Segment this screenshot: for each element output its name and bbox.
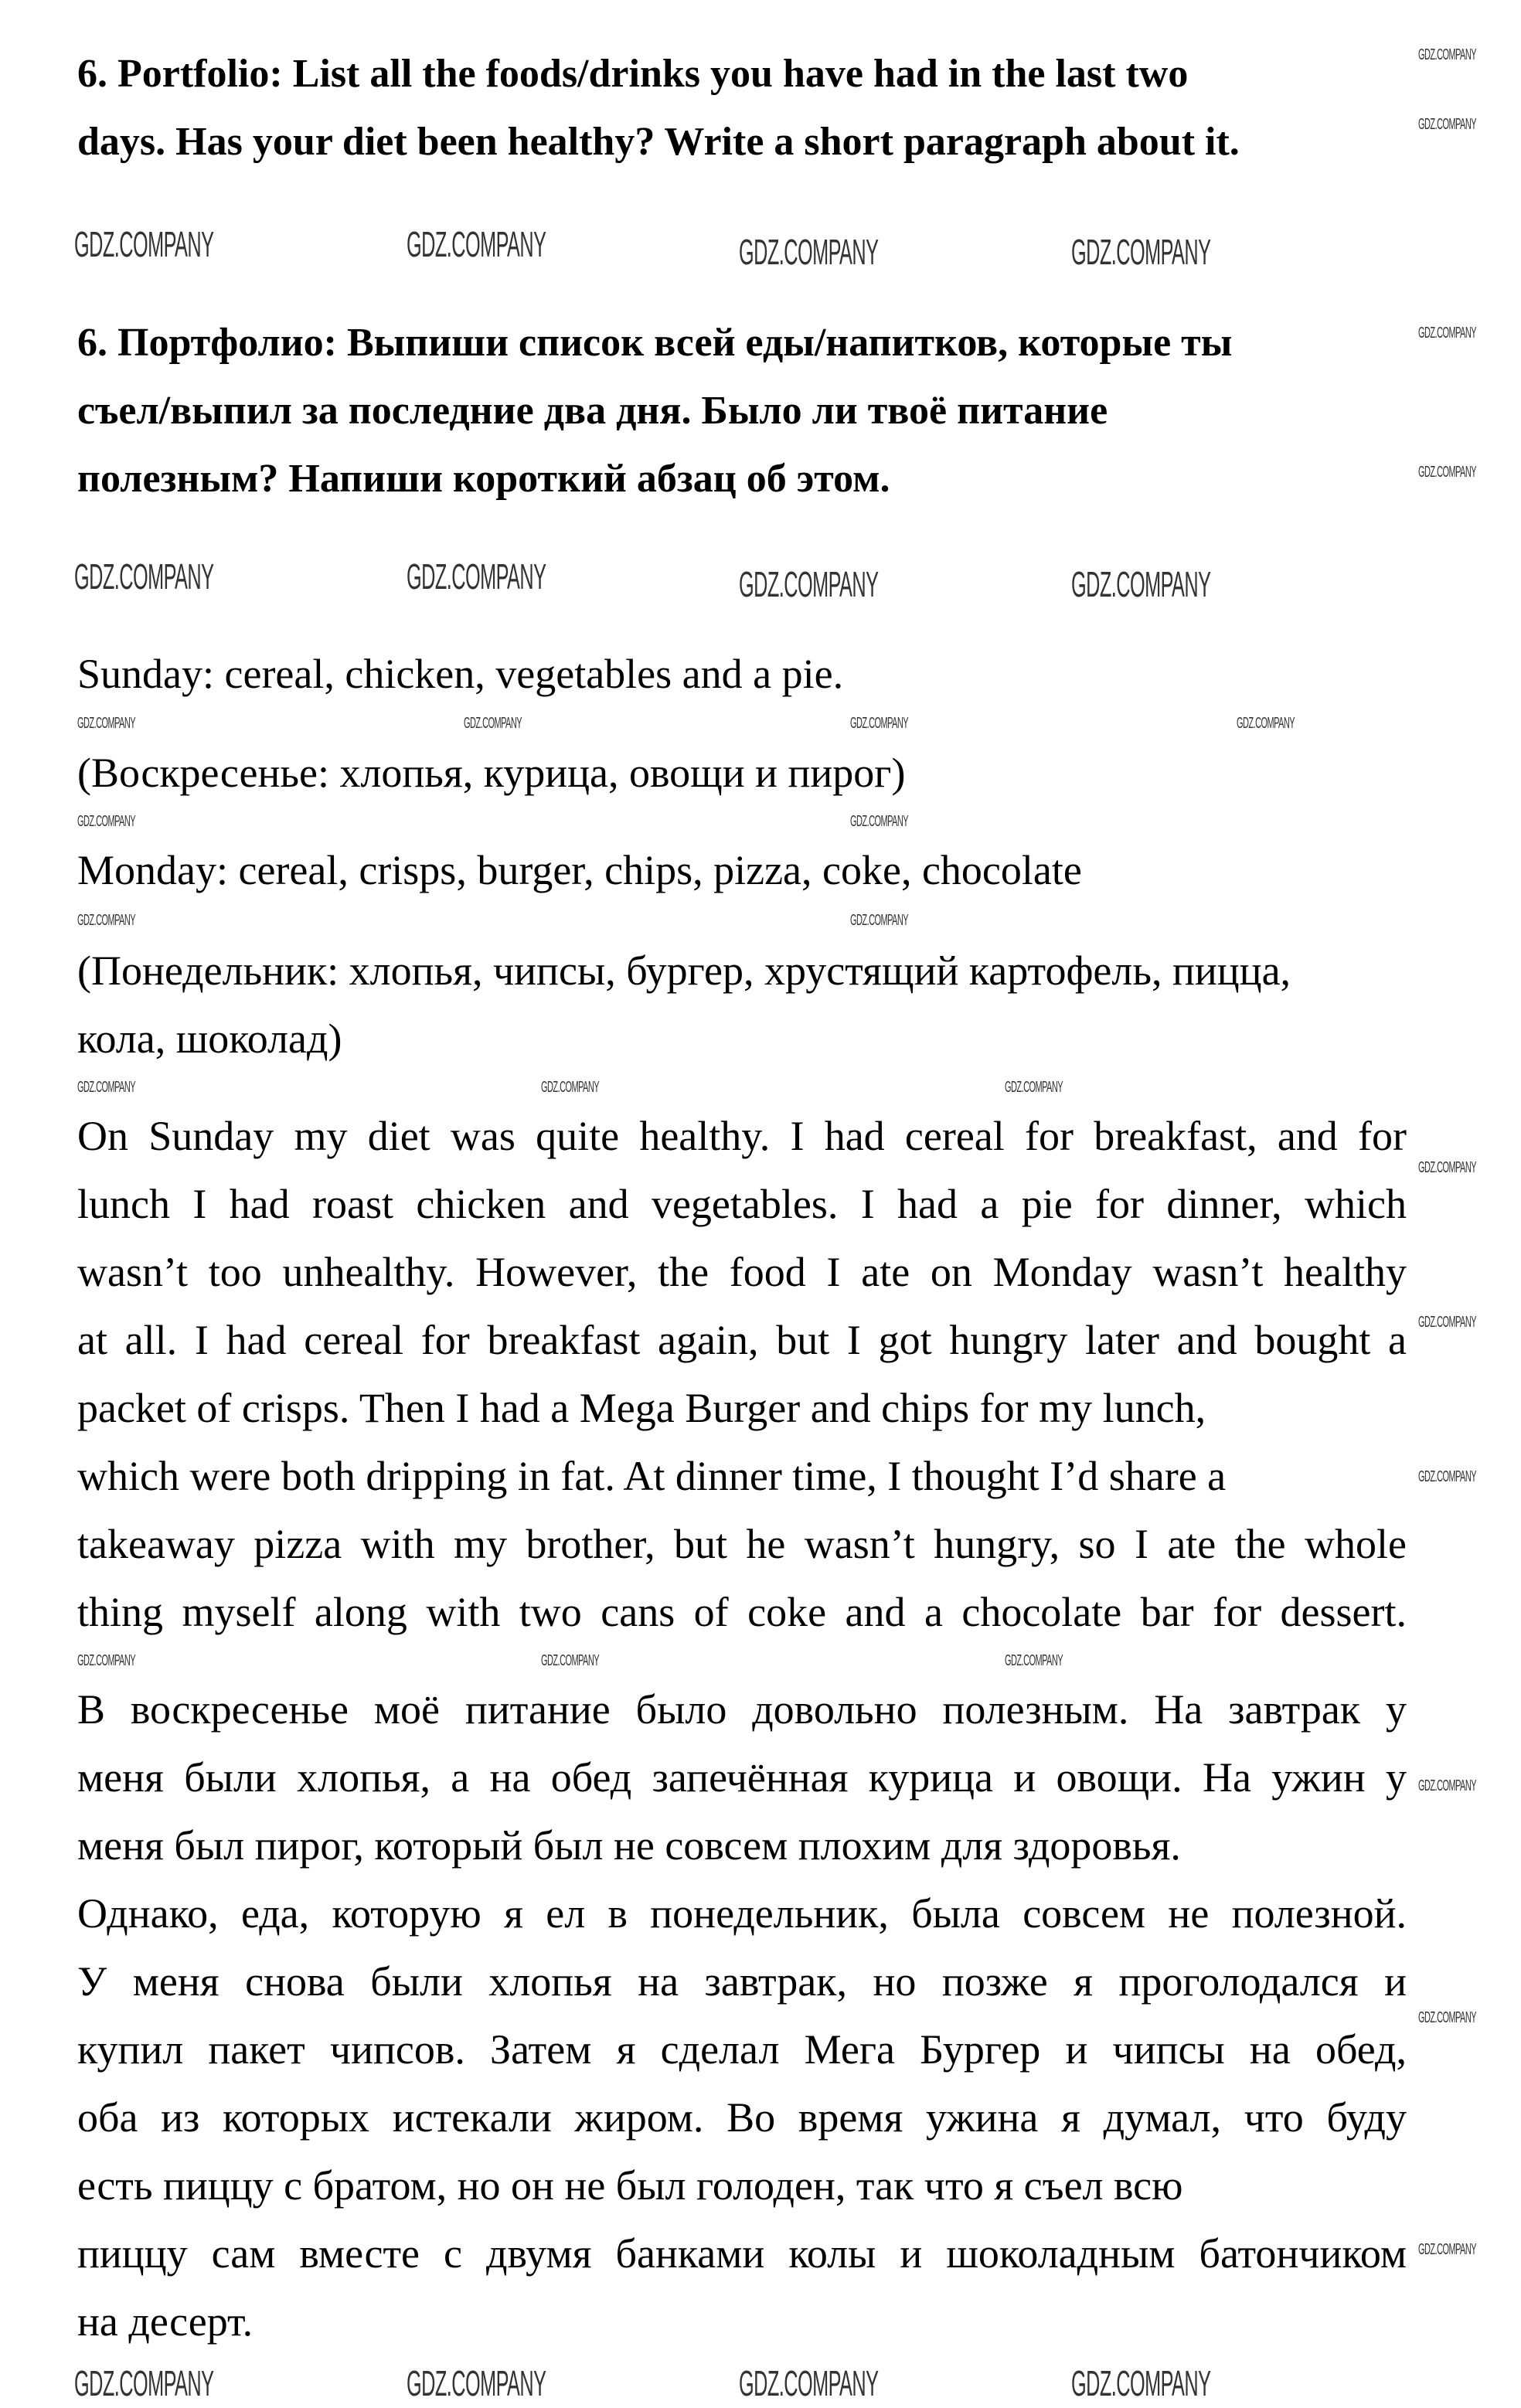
watermark-text: GDZ.COMPANY xyxy=(407,224,546,264)
paragraph-line: Однако, еда, которую я ел в понедельник, была совсем не полезной. xyxy=(77,1890,1407,1937)
paragraph-russian xyxy=(77,1675,1407,2355)
paragraph-line: купил пакет чипсов. Затем я сделал Мега Бургер и чипсы на обед, xyxy=(77,2026,1407,2073)
watermark-text: GDZ.COMPANY xyxy=(1418,116,1477,133)
paragraph-line: У меня снова были хлопья на завтрак, но позже я проголодался и xyxy=(77,1958,1407,2005)
watermark-text: GDZ.COMPANY xyxy=(1418,1777,1477,1794)
watermark-text: GDZ.COMPANY xyxy=(74,2363,214,2403)
watermark-text: GDZ.COMPANY xyxy=(74,556,214,597)
task-russian xyxy=(77,309,1407,513)
watermark-text: GDZ.COMPANY xyxy=(464,715,522,732)
task-line: 6. Portfolio: List all the foods/drinks you have had in the last two xyxy=(77,52,1189,96)
food-lists xyxy=(77,640,1407,1073)
task-line: полезным? Напиши короткий абзац об этом. xyxy=(77,457,890,501)
watermark-text: GDZ.COMPANY xyxy=(1005,1652,1063,1669)
paragraph-line: at all. I had cereal for breakfast again, but I got hungry later and bought a xyxy=(77,1317,1407,1363)
watermark-text: GDZ.COMPANY xyxy=(77,1652,136,1669)
watermark-text: GDZ.COMPANY xyxy=(1418,2009,1477,2026)
watermark-text: GDZ.COMPANY xyxy=(1418,464,1477,481)
watermark-text: GDZ.COMPANY xyxy=(541,1652,600,1669)
watermark-text: GDZ.COMPANY xyxy=(1071,232,1211,272)
paragraph-line: В воскресенье моё питание было довольно полезным. На завтрак у xyxy=(77,1686,1407,1733)
task-line: 6. Портфолио: Выпиши список всей еды/напитков, которые ты xyxy=(77,321,1233,365)
watermark-text: GDZ.COMPANY xyxy=(1418,1468,1477,1485)
paragraph-line: thing myself along with two cans of coke and a chocolate bar for dessert. xyxy=(77,1589,1407,1635)
monday-list-ru: (Понедельник: хлопья, чипсы, бургер, хрустящий картофель, пицца, xyxy=(77,947,1291,994)
paragraph-line: есть пиццу с братом, но он не был голоден, так что я съел всю xyxy=(77,2162,1183,2209)
watermark-text: GDZ.COMPANY xyxy=(739,564,879,604)
watermark-text: GDZ.COMPANY xyxy=(1237,715,1295,732)
task-line: съел/выпил за последние два дня. Было ли твоё питание xyxy=(77,389,1108,433)
paragraph-line: оба из которых истекали жиром. Во время ужина я думал, что буду xyxy=(77,2094,1407,2141)
paragraph-line: меня были хлопья, а на обед запечённая курица и овощи. На ужин у xyxy=(77,1754,1407,1801)
task-line: days. Has your diet been healthy? Write a short paragraph about it. xyxy=(77,120,1240,164)
paragraph-line: which were both dripping in fat. At dinner time, I thought I’d share a xyxy=(77,1453,1227,1499)
watermark-text: GDZ.COMPANY xyxy=(739,2363,879,2403)
monday-list: Monday: cereal, crisps, burger, chips, pizza, coke, chocolate xyxy=(77,847,1082,893)
paragraph-english xyxy=(77,1102,1407,1646)
watermark-text: GDZ.COMPANY xyxy=(77,715,136,732)
watermark-text: GDZ.COMPANY xyxy=(74,224,214,264)
monday-list-ru: кола, шоколад) xyxy=(77,1015,342,1062)
watermark-text: GDZ.COMPANY xyxy=(407,2363,546,2403)
sunday-list-ru: (Воскресенье: хлопья, курица, овощи и пирог) xyxy=(77,750,906,796)
watermark-text: GDZ.COMPANY xyxy=(1418,1314,1477,1331)
watermark-text: GDZ.COMPANY xyxy=(77,1079,136,1096)
task-english xyxy=(77,40,1407,176)
watermark-text: GDZ.COMPANY xyxy=(541,1079,600,1096)
watermark-text: GDZ.COMPANY xyxy=(1418,46,1477,63)
watermark-text: GDZ.COMPANY xyxy=(407,556,546,597)
watermark-text: GDZ.COMPANY xyxy=(1418,2241,1477,2258)
watermark-text: GDZ.COMPANY xyxy=(1071,2363,1211,2403)
watermark-text: GDZ.COMPANY xyxy=(1418,1159,1477,1176)
watermark-text: GDZ.COMPANY xyxy=(850,912,909,929)
sunday-list: Sunday: cereal, chicken, vegetables and a pie. xyxy=(77,651,844,697)
paragraph-line: меня был пирог, который был не совсем плохим для здоровья. xyxy=(77,1822,1181,1869)
watermark-text: GDZ.COMPANY xyxy=(739,232,879,272)
paragraph-line: packet of crisps. Then I had a Mega Burger and chips for my lunch, xyxy=(77,1385,1206,1431)
watermark-text: GDZ.COMPANY xyxy=(77,813,136,830)
paragraph-line: On Sunday my diet was quite healthy. I had cereal for breakfast, and for xyxy=(77,1113,1407,1159)
paragraph-line: takeaway pizza with my brother, but he wasn’t hungry, so I ate the whole xyxy=(77,1521,1407,1567)
paragraph-line: пиццу сам вместе с двумя банками колы и шоколадным батончиком xyxy=(77,2230,1407,2277)
watermark-text: GDZ.COMPANY xyxy=(1418,325,1477,342)
paragraph-line: lunch I had roast chicken and vegetables. I had a pie for dinner, which xyxy=(77,1181,1407,1227)
watermark-text: GDZ.COMPANY xyxy=(1071,564,1211,604)
watermark-text: GDZ.COMPANY xyxy=(850,813,909,830)
paragraph-line: на десерт. xyxy=(77,2298,254,2345)
watermark-text: GDZ.COMPANY xyxy=(850,715,909,732)
watermark-text: GDZ.COMPANY xyxy=(1005,1079,1063,1096)
watermark-text: GDZ.COMPANY xyxy=(77,912,136,929)
paragraph-line: wasn’t too unhealthy. However, the food I ate on Monday wasn’t healthy xyxy=(77,1249,1407,1295)
